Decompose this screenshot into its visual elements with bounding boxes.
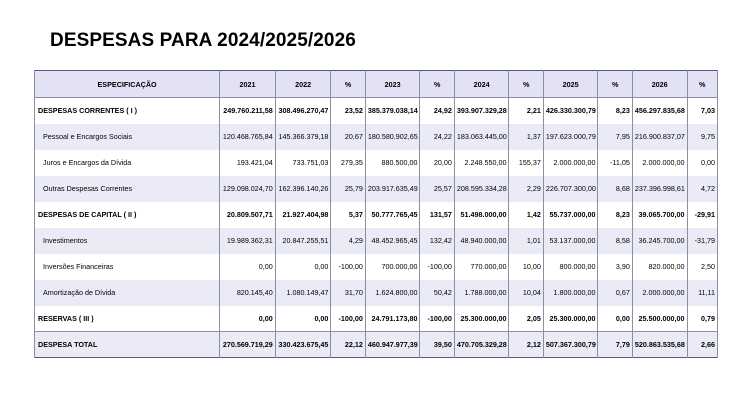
cell-2024: 51.498.000,00 [454,202,509,228]
header-pct-2023: % [420,71,454,98]
cell-2025: 226.707.300,00 [543,176,598,202]
cell-pct-2025: 7,95 [598,124,632,150]
cell-pct-2023: 20,00 [420,150,454,176]
cell-2022: 21.927.404,98 [275,202,331,228]
header-2023: 2023 [365,71,420,98]
cell-pct-2022: 23,52 [331,98,365,124]
cell-2023: 180.580.902,65 [365,124,420,150]
cell-2025: 507.367.300,79 [543,332,598,358]
header-pct-2026: % [687,71,718,98]
cell-pct-2025: 0,67 [598,280,632,306]
cell-pct-2026: -31,79 [687,228,718,254]
cell-2025: 2.000.000,00 [543,150,598,176]
cell-especificacao: Investimentos [35,228,220,254]
cell-pct-2025: 7,79 [598,332,632,358]
cell-pct-2023: -100,00 [420,306,454,332]
row-investimentos [35,228,718,254]
header-2026: 2026 [632,71,687,98]
row-despesas-correntes [35,98,718,124]
cell-pct-2023: 132,42 [420,228,454,254]
cell-pct-2023: -100,00 [420,254,454,280]
cell-2021: 270.569.719,29 [220,332,276,358]
cell-2021: 193.421,04 [220,150,276,176]
cell-2022: 0,00 [275,306,331,332]
cell-pct-2022: -100,00 [331,306,365,332]
cell-2021: 129.098.024,70 [220,176,276,202]
cell-2026: 25.500.000,00 [632,306,687,332]
cell-pct-2025: 3,90 [598,254,632,280]
table-header-row [35,71,718,98]
cell-2025: 25.300.000,00 [543,306,598,332]
cell-especificacao: Amortização de Dívida [35,280,220,306]
cell-2025: 800.000,00 [543,254,598,280]
cell-pct-2026: -29,91 [687,202,718,228]
cell-2021: 249.760.211,58 [220,98,276,124]
cell-pct-2022: 279,35 [331,150,365,176]
header-pct-2022: % [331,71,365,98]
row-despesas-capital [35,202,718,228]
header-pct-2025: % [598,71,632,98]
header-2022: 2022 [275,71,331,98]
cell-especificacao: DESPESA TOTAL [35,332,220,358]
cell-pct-2026: 2,66 [687,332,718,358]
cell-especificacao: Outras Despesas Correntes [35,176,220,202]
row-juros-encargos [35,150,718,176]
cell-2025: 197.623.000,79 [543,124,598,150]
cell-pct-2025: -11,05 [598,150,632,176]
cell-2023: 880.500,00 [365,150,420,176]
cell-2023: 460.947.977,39 [365,332,420,358]
cell-pct-2024: 2,05 [509,306,543,332]
cell-2024: 183.063.445,00 [454,124,509,150]
cell-2023: 48.452.965,45 [365,228,420,254]
row-outras-despesas [35,176,718,202]
cell-especificacao: Inversões Financeiras [35,254,220,280]
cell-2022: 0,00 [275,254,331,280]
cell-pct-2022: 25,79 [331,176,365,202]
cell-2023: 24.791.173,80 [365,306,420,332]
row-amortizacao-divida [35,280,718,306]
cell-pct-2023: 131,57 [420,202,454,228]
cell-2022: 1.080.149,47 [275,280,331,306]
cell-pct-2023: 24,92 [420,98,454,124]
cell-especificacao: DESPESAS DE CAPITAL ( II ) [35,202,220,228]
cell-pct-2024: 155,37 [509,150,543,176]
cell-2026: 36.245.700,00 [632,228,687,254]
row-despesa-total [35,332,718,358]
cell-especificacao: Pessoal e Encargos Sociais [35,124,220,150]
cell-2024: 48.940.000,00 [454,228,509,254]
header-pct-2024: % [509,71,543,98]
cell-2024: 2.248.550,00 [454,150,509,176]
cell-2023: 385.379.038,14 [365,98,420,124]
cell-pct-2022: 5,37 [331,202,365,228]
cell-pct-2025: 8,23 [598,202,632,228]
cell-2026: 216.900.837,07 [632,124,687,150]
page-title: DESPESAS PARA 2024/2025/2026 [50,30,356,51]
cell-2023: 1.624.800,00 [365,280,420,306]
cell-2024: 470.705.329,28 [454,332,509,358]
cell-2026: 237.396.998,61 [632,176,687,202]
cell-2024: 393.907.329,28 [454,98,509,124]
cell-pct-2022: 22,12 [331,332,365,358]
cell-2023: 50.777.765,45 [365,202,420,228]
cell-pct-2026: 11,11 [687,280,718,306]
cell-pct-2025: 8,23 [598,98,632,124]
cell-2025: 426.330.300,79 [543,98,598,124]
cell-2022: 20.847.255,51 [275,228,331,254]
cell-2026: 39.065.700,00 [632,202,687,228]
cell-pct-2023: 50,42 [420,280,454,306]
cell-2024: 1.788.000,00 [454,280,509,306]
cell-2025: 55.737.000,00 [543,202,598,228]
cell-2021: 820.145,40 [220,280,276,306]
cell-pct-2025: 0,00 [598,306,632,332]
cell-especificacao: RESERVAS ( III ) [35,306,220,332]
cell-pct-2026: 9,75 [687,124,718,150]
cell-2024: 25.300.000,00 [454,306,509,332]
cell-2022: 145.366.379,18 [275,124,331,150]
cell-2022: 330.423.675,45 [275,332,331,358]
cell-2026: 2.000.000,00 [632,150,687,176]
header-especificacao: ESPECIFICAÇÃO [35,71,220,98]
cell-2026: 456.297.835,68 [632,98,687,124]
expense-table [34,70,718,358]
cell-2024: 208.595.334,28 [454,176,509,202]
cell-2021: 19.989.362,31 [220,228,276,254]
cell-2021: 120.468.765,84 [220,124,276,150]
header-2024: 2024 [454,71,509,98]
cell-pct-2026: 2,50 [687,254,718,280]
cell-especificacao: Juros e Encargos da Dívida [35,150,220,176]
row-pessoal-encargos [35,124,718,150]
cell-pct-2022: 4,29 [331,228,365,254]
cell-pct-2024: 10,00 [509,254,543,280]
cell-pct-2026: 0,79 [687,306,718,332]
cell-pct-2022: -100,00 [331,254,365,280]
header-2021: 2021 [220,71,276,98]
cell-especificacao: DESPESAS CORRENTES ( I ) [35,98,220,124]
row-reservas [35,306,718,332]
cell-2021: 0,00 [220,306,276,332]
cell-pct-2023: 24,22 [420,124,454,150]
cell-pct-2026: 0,00 [687,150,718,176]
cell-pct-2024: 2,12 [509,332,543,358]
cell-2026: 820.000,00 [632,254,687,280]
cell-2022: 308.496.270,47 [275,98,331,124]
cell-2024: 770.000,00 [454,254,509,280]
cell-pct-2022: 31,70 [331,280,365,306]
cell-2025: 1.800.000,00 [543,280,598,306]
cell-2021: 20.809.507,71 [220,202,276,228]
cell-2022: 162.396.140,26 [275,176,331,202]
cell-2023: 203.917.635,49 [365,176,420,202]
cell-pct-2024: 2,21 [509,98,543,124]
cell-pct-2023: 25,57 [420,176,454,202]
cell-2026: 520.863.535,68 [632,332,687,358]
cell-2026: 2.000.000,00 [632,280,687,306]
cell-2025: 53.137.000,00 [543,228,598,254]
cell-2023: 700.000,00 [365,254,420,280]
header-2025: 2025 [543,71,598,98]
cell-2021: 0,00 [220,254,276,280]
cell-pct-2022: 20,67 [331,124,365,150]
cell-pct-2026: 4,72 [687,176,718,202]
cell-2022: 733.751,03 [275,150,331,176]
cell-pct-2024: 2,29 [509,176,543,202]
cell-pct-2025: 8,58 [598,228,632,254]
cell-pct-2023: 39,50 [420,332,454,358]
cell-pct-2026: 7,03 [687,98,718,124]
cell-pct-2024: 1,37 [509,124,543,150]
cell-pct-2025: 8,68 [598,176,632,202]
cell-pct-2024: 1,01 [509,228,543,254]
cell-pct-2024: 1,42 [509,202,543,228]
row-inversoes-financeiras [35,254,718,280]
cell-pct-2024: 10,04 [509,280,543,306]
